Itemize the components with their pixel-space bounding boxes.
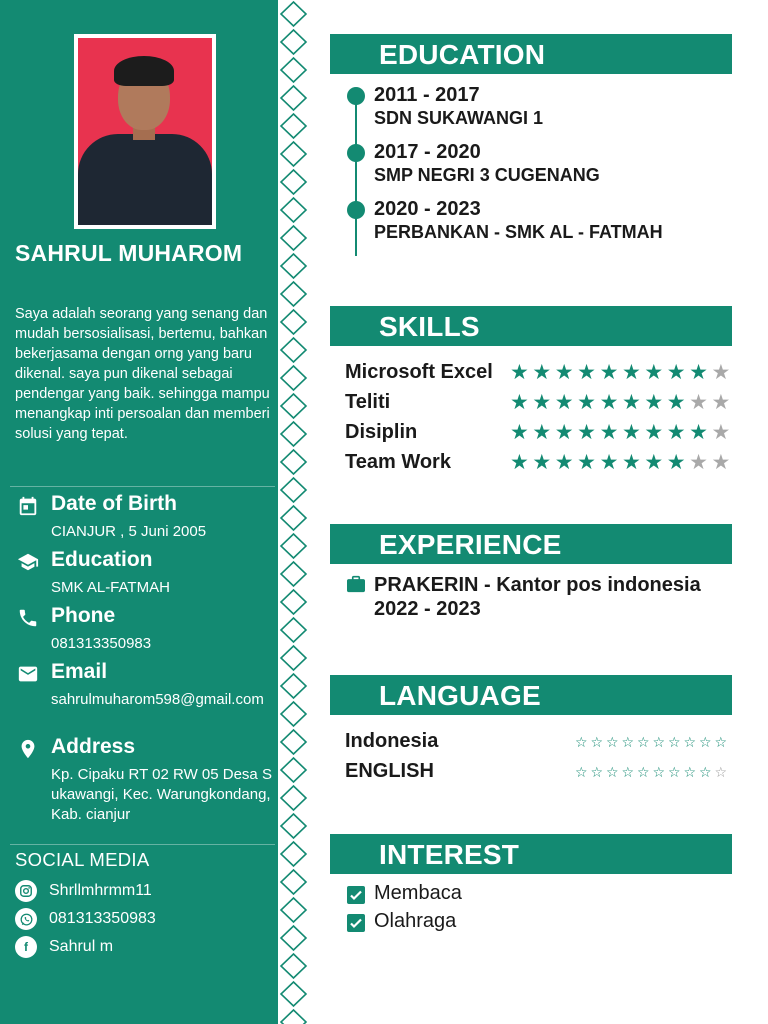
profile-photo — [74, 34, 216, 229]
skill-rating — [510, 452, 734, 474]
info-value: CIANJUR , 5 Juni 2005 — [51, 523, 207, 540]
star-filled-icon: ★ — [554, 361, 574, 384]
email-icon — [17, 663, 39, 685]
sidebar — [0, 0, 278, 1024]
language-rating — [575, 764, 730, 780]
education-header: EDUCATION — [330, 34, 732, 74]
location-pin-icon — [17, 738, 39, 760]
education-years: 2020 - 2023 — [374, 198, 481, 220]
star-filled-icon: ★ — [644, 391, 664, 414]
briefcase-icon — [346, 575, 366, 593]
star-filled-icon: ★ — [644, 451, 664, 474]
star-outline-filled-icon: ☆ — [668, 764, 681, 780]
instagram-icon — [15, 880, 37, 902]
star-filled-icon: ★ — [532, 421, 552, 444]
language-rating — [575, 734, 730, 750]
star-filled-icon: ★ — [666, 361, 686, 384]
star-filled-icon: ★ — [577, 421, 596, 444]
facebook-icon: f — [15, 936, 37, 958]
interest-item: Membaca — [374, 882, 462, 904]
education-school: PERBANKAN - SMK AL - FATMAH — [374, 222, 663, 242]
star-outline-filled-icon: ☆ — [683, 734, 697, 750]
star-outline-filled-icon: ☆ — [683, 764, 697, 780]
star-outline-filled-icon: ☆ — [637, 734, 650, 750]
star-filled-icon: ★ — [644, 421, 664, 444]
language-header: LANGUAGE — [330, 675, 732, 715]
star-filled-icon: ★ — [599, 391, 619, 414]
star-filled-icon: ★ — [554, 421, 574, 444]
star-empty-icon: ★ — [689, 451, 708, 474]
info-value: Kp. Cipaku RT 02 RW 05 Desa Sukawangi, Kec. Warungkondang, Kab. cianjur — [51, 766, 272, 823]
info-value: sahrulmuharom598@gmail.com — [51, 691, 264, 708]
star-outline-filled-icon: ☆ — [621, 764, 635, 780]
education-school: SMP NEGRI 3 CUGENANG — [374, 165, 600, 185]
star-empty-icon: ★ — [711, 421, 731, 444]
language-name: ENGLISH — [345, 760, 434, 782]
star-outline-filled-icon: ☆ — [668, 734, 681, 750]
star-filled-icon: ★ — [666, 451, 686, 474]
star-outline-filled-icon: ☆ — [652, 764, 666, 780]
star-outline-filled-icon: ☆ — [699, 734, 712, 750]
skill-rating — [510, 362, 734, 384]
star-filled-icon: ★ — [599, 361, 619, 384]
star-filled-icon: ★ — [689, 421, 708, 444]
interest-header: INTEREST — [330, 834, 732, 874]
skill-name: Disiplin — [345, 421, 418, 443]
star-filled-icon: ★ — [666, 391, 686, 414]
star-outline-filled-icon: ☆ — [590, 764, 604, 780]
timeline-dot — [347, 144, 365, 162]
star-filled-icon: ★ — [621, 451, 641, 474]
info-label: Phone — [51, 604, 116, 627]
social-instagram-handle: Shrllmhrmm11 — [49, 882, 152, 899]
star-outline-filled-icon: ☆ — [699, 764, 712, 780]
education-school: SDN SUKAWANGI 1 — [374, 108, 544, 128]
interest-item: Olahraga — [374, 910, 457, 932]
whatsapp-icon — [15, 908, 37, 930]
experience-header: EXPERIENCE — [330, 524, 732, 564]
star-outline-filled-icon: ☆ — [590, 734, 604, 750]
info-value: 081313350983 — [51, 635, 152, 652]
star-filled-icon: ★ — [532, 451, 552, 474]
profile-name: SAHRUL MUHAROM — [15, 240, 243, 266]
star-outline-filled-icon: ☆ — [621, 734, 635, 750]
star-empty-icon: ★ — [711, 361, 731, 384]
star-outline-filled-icon: ☆ — [606, 734, 619, 750]
sidebar-divider — [10, 844, 275, 845]
social-facebook-name: Sahrul m — [49, 938, 114, 955]
star-filled-icon: ★ — [577, 451, 596, 474]
social-whatsapp-number: 081313350983 — [49, 910, 156, 927]
star-outline-filled-icon: ☆ — [637, 764, 650, 780]
star-outline-filled-icon: ☆ — [575, 764, 588, 780]
experience-title: PRAKERIN - Kantor pos indonesia — [374, 574, 701, 596]
star-outline-filled-icon: ☆ — [606, 764, 619, 780]
star-filled-icon: ★ — [689, 361, 708, 384]
star-filled-icon: ★ — [621, 361, 641, 384]
star-filled-icon: ★ — [621, 391, 641, 414]
star-filled-icon: ★ — [532, 391, 552, 414]
graduation-cap-icon — [17, 551, 39, 573]
star-filled-icon: ★ — [666, 421, 686, 444]
info-label: Email — [51, 660, 108, 683]
star-filled-icon: ★ — [644, 361, 664, 384]
diamond-border-decoration — [279, 0, 308, 1024]
checkbox-icon — [347, 886, 365, 904]
star-filled-icon: ★ — [510, 361, 529, 384]
star-filled-icon: ★ — [599, 451, 619, 474]
skill-rating — [510, 392, 734, 414]
timeline-dot — [347, 201, 365, 219]
skill-rating — [510, 422, 734, 444]
education-timeline-line — [355, 94, 357, 256]
skills-header: SKILLS — [330, 306, 732, 346]
star-filled-icon: ★ — [510, 391, 529, 414]
profile-about: Saya adalah seorang yang senang dan mudah bersosialisasi, bertemu, bahkan bekerjasama dengan orng yang baru dikenal. saya pun dikenal sebagai pendengar yang baik. sehingga mampu menangkap inti persoalan dan memberi solusi yang tepat. — [15, 306, 270, 442]
skill-name: Team Work — [345, 451, 451, 473]
calendar-icon — [17, 495, 39, 517]
star-empty-icon: ★ — [689, 391, 708, 414]
star-outline-filled-icon: ☆ — [575, 734, 588, 750]
profile-photo-image — [78, 38, 212, 225]
star-empty-icon: ★ — [711, 451, 731, 474]
star-filled-icon: ★ — [510, 451, 529, 474]
info-label: Education — [51, 548, 153, 571]
checkbox-icon — [347, 914, 365, 932]
social-media-title: SOCIAL MEDIA — [15, 849, 150, 870]
star-empty-icon: ★ — [711, 391, 731, 414]
star-filled-icon: ★ — [599, 421, 619, 444]
star-filled-icon: ★ — [532, 361, 552, 384]
star-filled-icon: ★ — [621, 421, 641, 444]
info-label: Address — [51, 735, 136, 758]
language-name: Indonesia — [345, 730, 439, 752]
star-filled-icon: ★ — [554, 391, 574, 414]
skill-name: Microsoft Excel — [345, 361, 493, 383]
star-filled-icon: ★ — [577, 361, 596, 384]
phone-icon — [17, 607, 39, 629]
star-filled-icon: ★ — [510, 421, 529, 444]
experience-period: 2022 - 2023 — [374, 598, 481, 620]
education-years: 2017 - 2020 — [374, 141, 481, 163]
star-filled-icon: ★ — [554, 451, 574, 474]
star-outline-filled-icon: ☆ — [652, 734, 666, 750]
info-label: Date of Birth — [51, 492, 177, 515]
education-years: 2011 - 2017 — [374, 84, 480, 106]
star-outline-empty-icon: ☆ — [714, 764, 728, 780]
skill-name: Teliti — [345, 391, 391, 413]
star-filled-icon: ★ — [577, 391, 596, 414]
timeline-dot — [347, 87, 365, 105]
sidebar-divider — [10, 486, 275, 487]
star-outline-filled-icon: ☆ — [714, 734, 728, 750]
info-value: SMK AL-FATMAH — [51, 579, 170, 596]
